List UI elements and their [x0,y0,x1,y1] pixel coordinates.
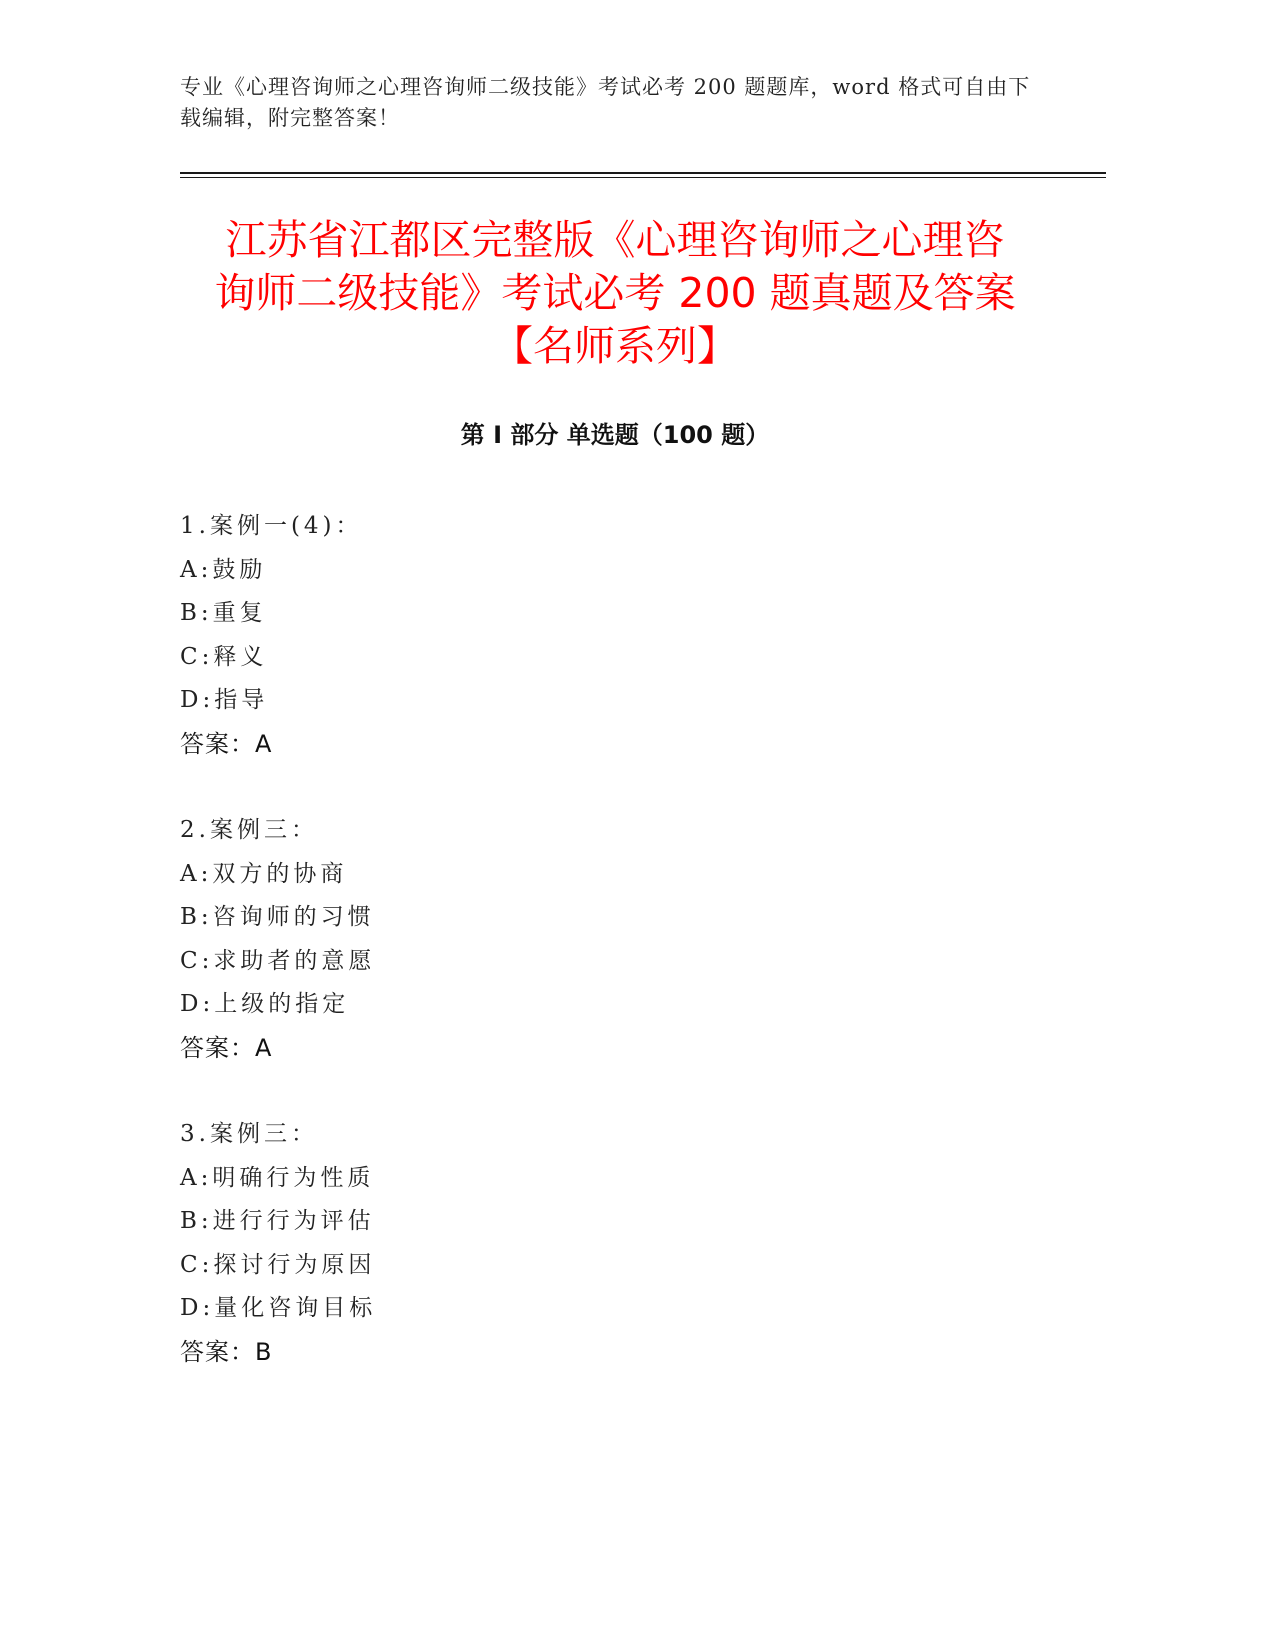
option-a [180,1157,980,1201]
option-d [180,679,980,723]
title-line: 询师二级技能》考试必考 200 题真题及答案 [214,269,1016,317]
option-key: A: [180,556,213,583]
option-key: A: [180,860,213,887]
option-key: B: [180,904,213,930]
answer-value: A [255,729,273,758]
section-heading: 第 I 部分 单选题（100 题） [460,421,770,449]
option-key: C: [180,947,214,974]
option-key: A: [180,1164,213,1191]
question-item [180,809,980,1070]
option-text: 进行行为评估 [212,1208,375,1234]
answer-label: 答案： [180,1033,255,1062]
option-c [180,1244,980,1288]
option-b [180,896,980,940]
option-c [180,636,980,680]
answer-value: A [255,1033,273,1062]
question-stem: 1.案例一(4)： [180,513,363,539]
question-item [180,505,980,766]
option-b [180,592,980,636]
option-text: 量化咨询目标 [214,1295,377,1321]
header-divider-thick [180,172,1106,174]
option-key: D: [180,687,215,713]
question-list [180,505,980,1417]
question-item [180,1113,980,1374]
option-key: D: [180,1295,215,1321]
title-line: 【名师系列】 [492,322,738,370]
option-text: 释义 [213,643,268,670]
option-d [180,983,980,1027]
option-b [180,1200,980,1244]
option-key: C: [180,643,214,670]
option-c [180,940,980,984]
answer-line [180,1331,980,1375]
answer-line [180,723,980,767]
answer-label: 答案： [180,729,255,758]
option-a [180,853,980,897]
option-text: 重复 [212,600,267,626]
option-key: B: [180,1208,213,1234]
option-key: B: [180,600,213,626]
answer-value: B [255,1337,273,1366]
title-line: 江苏省江都区完整版《心理咨询师之心理咨 [225,216,1005,264]
question-stem: 3.案例三： [180,1121,318,1147]
header-divider-thin [180,177,1106,178]
option-text: 上级的指定 [214,991,350,1017]
option-text: 鼓励 [212,556,267,583]
question-stem: 2.案例三： [180,817,318,843]
document-title [180,214,1050,373]
answer-line [180,1027,980,1071]
answer-label: 答案： [180,1337,255,1366]
option-a [180,549,980,593]
option-text: 明确行为性质 [212,1164,375,1191]
option-text: 指导 [214,687,269,713]
header-note: 专业《心理咨询师之心理咨询师二级技能》考试必考 200 题题库，word 格式可自由下载编辑，附完整答案！ [180,75,1031,130]
option-text: 咨询师的习惯 [212,904,375,930]
option-d [180,1287,980,1331]
option-key: C: [180,1251,214,1278]
option-key: D: [180,991,215,1017]
option-text: 求助者的意愿 [213,947,376,974]
option-text: 双方的协商 [212,860,348,887]
option-text: 探讨行为原因 [213,1251,376,1278]
